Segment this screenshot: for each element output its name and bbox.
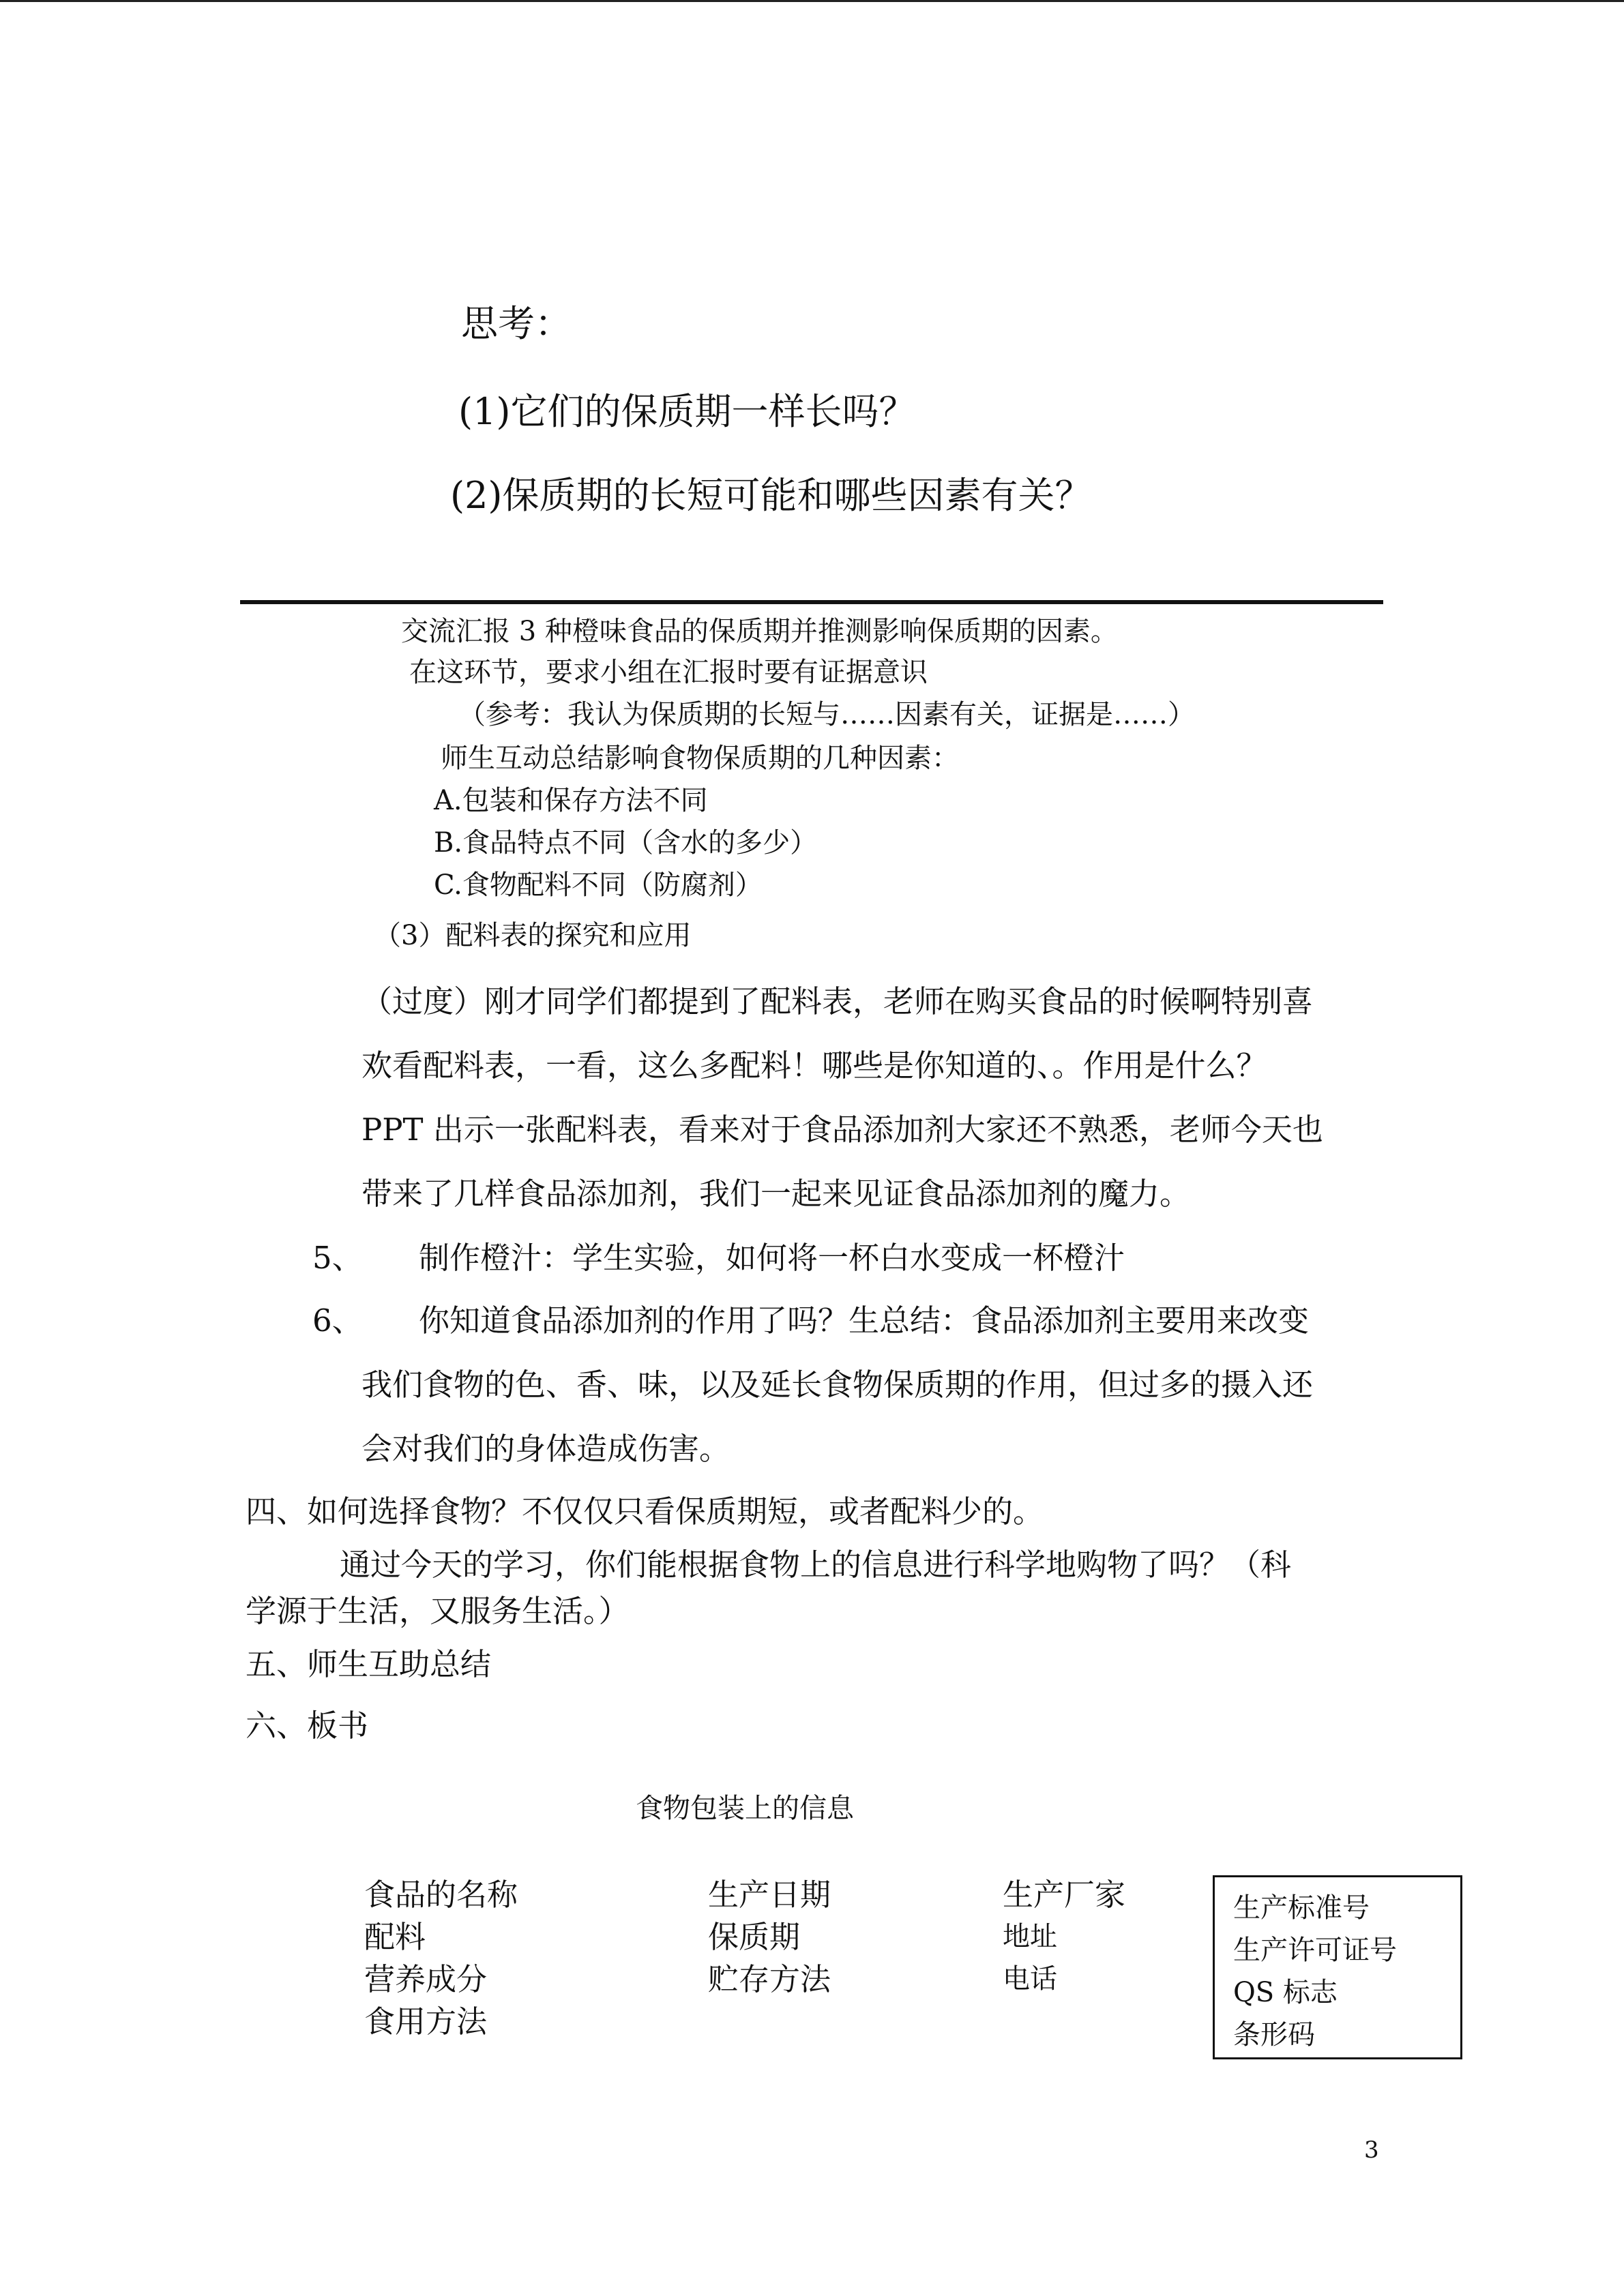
thinking-title: 思考： <box>461 302 572 345</box>
section-divider <box>240 600 1383 604</box>
board-col3-item: 地址 <box>1003 1921 1057 1952</box>
board-col3-item: 生产厂家 <box>1003 1877 1126 1913</box>
report-line-3: （参考：我认为保质期的长短与……因素有关，证据是……） <box>458 699 1195 730</box>
page-number: 3 <box>1364 2136 1379 2164</box>
report-line-1: 交流汇报 3 种橙味食品的保质期并推测影响保质期的因素。 <box>401 616 1118 647</box>
section3-para-line-1: （过度）刚才同学们都提到了配料表，老师在购买食品的时候啊特别喜 <box>361 983 1314 1019</box>
report-line-4: 师生互动总结影响食物保质期的几种因素： <box>441 743 959 774</box>
factor-a: A.包装和保存方法不同 <box>434 785 708 816</box>
report-line-2: 在这环节，要求小组在汇报时要有证据意识 <box>409 657 928 688</box>
board-boxed-item: 生产标准号 <box>1233 1892 1370 1924</box>
item6-number: 6、 <box>312 1302 363 1339</box>
thinking-question-1: (1)它们的保质期一样长吗？ <box>458 390 916 433</box>
board-col1-item: 食用方法 <box>364 2003 488 2040</box>
part5-heading: 五、师生互助总结 <box>246 1646 492 1682</box>
board-title: 食物包装上的信息 <box>636 1793 854 1824</box>
board-col1-item: 食品的名称 <box>364 1877 518 1913</box>
board-col1-item: 营养成分 <box>364 1961 488 1997</box>
part4-line-2: 学源于生活，又服务生活。） <box>246 1593 630 1629</box>
part4-heading: 四、如何选择食物？不仅仅只看保质期短，或者配料少的。 <box>246 1493 1044 1530</box>
board-col2-item: 贮存方法 <box>708 1961 831 1997</box>
page-top-border <box>0 0 1624 2</box>
board-col1-item: 配料 <box>364 1919 426 1955</box>
board-boxed-item: QS 标志 <box>1233 1977 1338 2008</box>
item5-text: 制作橙汁：学生实验，如何将一杯白水变成一杯橙汁 <box>419 1240 1125 1276</box>
thinking-question-2: (2)保质期的长短可能和哪些因素有关？ <box>450 474 1092 517</box>
board-col2-item: 生产日期 <box>708 1877 831 1913</box>
factor-c: C.食物配料不同（防腐剂） <box>434 869 763 901</box>
section3-title: （3）配料表的探究和应用 <box>374 920 692 951</box>
item6-line-2: 我们食物的色、香、味，以及延长食物保质期的作用，但过多的摄入还 <box>361 1367 1314 1403</box>
board-col3-item: 电话 <box>1003 1963 1057 1995</box>
item6-line-1: 你知道食品添加剂的作用了吗？生总结：食品添加剂主要用来改变 <box>419 1302 1310 1339</box>
board-boxed-item: 生产许可证号 <box>1233 1935 1397 1966</box>
board-boxed-item: 条形码 <box>1233 2019 1315 2051</box>
factor-b: B.食品特点不同（含水的多少） <box>434 827 818 859</box>
item5-number: 5、 <box>312 1240 363 1276</box>
item6-line-3: 会对我们的身体造成伤害。 <box>361 1431 730 1467</box>
section3-para-line-2: 欢看配料表，一看，这么多配料！哪些是你知道的、。作用是什么？ <box>361 1047 1267 1084</box>
section3-para-line-4: 带来了几样食品添加剂，我们一起来见证食品添加剂的魔力。 <box>361 1176 1191 1212</box>
part4-line-1: 通过今天的学习，你们能根据食物上的信息进行科学地购物了吗？（科 <box>340 1547 1292 1583</box>
part6-heading: 六、板书 <box>246 1708 369 1744</box>
board-col2-item: 保质期 <box>708 1919 801 1955</box>
section3-para-line-3: PPT 出示一张配料表，看来对于食品添加剂大家还不熟悉，老师今天也 <box>361 1112 1323 1148</box>
